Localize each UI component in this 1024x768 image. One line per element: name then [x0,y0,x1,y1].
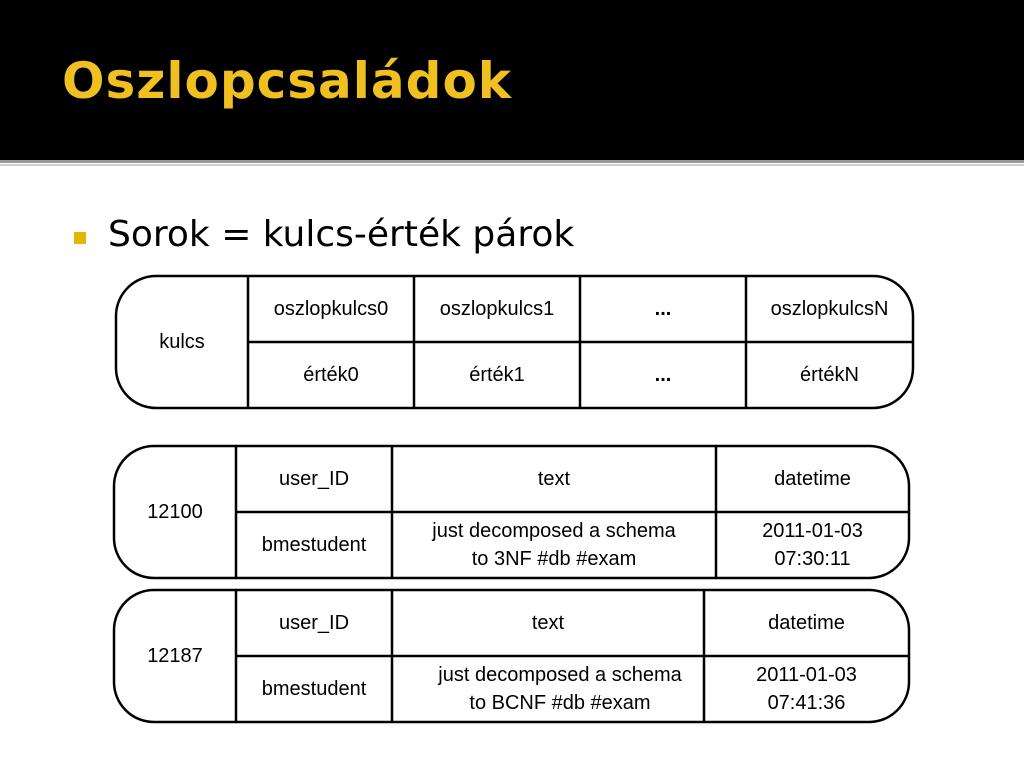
schema-value-cell: érték1 [469,364,525,386]
schema-header-cell: oszlopkulcs1 [439,298,555,320]
row-value-cell [392,656,728,722]
row-key-cell: 12187 [147,645,203,667]
row-value-cell [236,512,392,578]
row-value-cell [392,512,716,578]
datetime-date: 2011-01-03 [762,520,863,542]
datetime-time: 07:30:11 [774,548,851,570]
user-id-value: bmestudent [261,678,367,700]
schema-header-ellipsis: ... [654,298,672,320]
schema-value-ellipsis: ... [654,364,672,386]
schema-header-cell: oszlopkulcsN [770,298,889,320]
row-value-cell [236,656,392,722]
schema-header-cell: oszlopkulcs0 [273,298,389,320]
schema-value-cell: értékN [800,364,859,386]
schema-value-cell: érték0 [303,364,359,386]
text-value-line: just decomposed a schema [432,520,676,542]
datetime-date: 2011-01-03 [756,664,857,686]
row-header-cell: text [537,468,571,490]
row-value-cell [716,512,909,578]
user-id-value: bmestudent [261,534,367,556]
text-value-line: to 3NF #db #exam [471,548,637,570]
schema-key-cell: kulcs [159,331,205,353]
slide-title: Oszlopcsaládok [62,52,513,110]
row-value-cell [704,656,909,722]
bullet-text: Sorok = kulcs-érték párok [108,214,575,255]
text-value-line: to BCNF #db #exam [469,692,651,714]
row-header-cell: user_ID [278,612,350,634]
row-key-cell: 12100 [147,501,203,523]
row-header-cell: datetime [768,612,845,634]
row-header-cell: text [531,612,565,634]
row-header-cell: datetime [774,468,851,490]
row-header-cell: user_ID [278,468,350,490]
text-value-line: just decomposed a schema [438,664,682,686]
datetime-time: 07:41:36 [767,692,846,714]
